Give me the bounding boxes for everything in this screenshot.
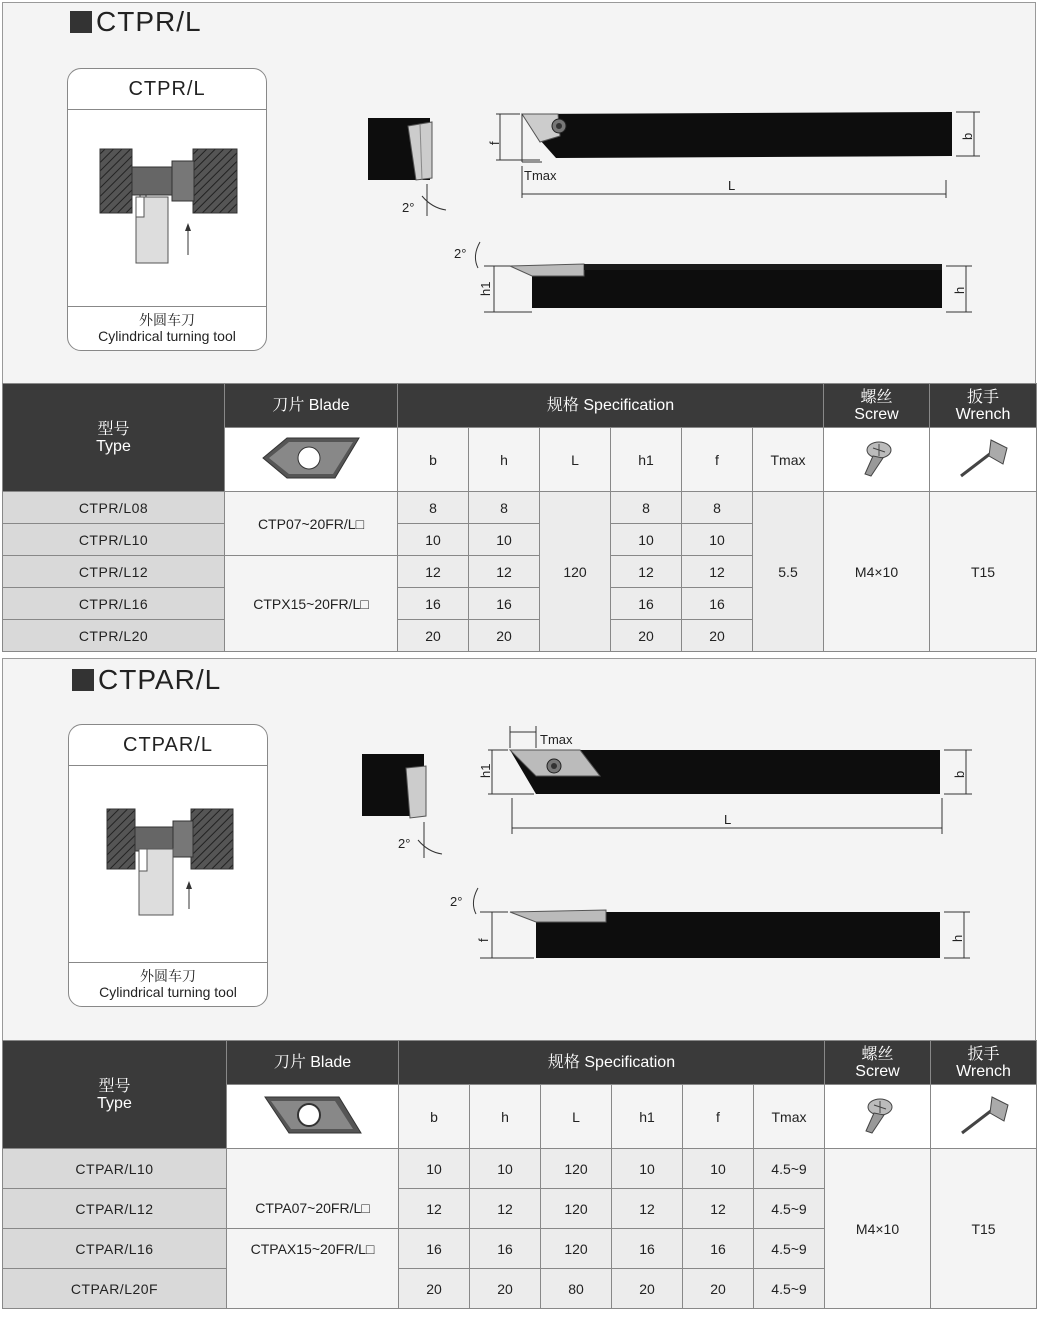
cell-h: 8 (469, 492, 540, 524)
type-header-cn: 型号 (98, 1077, 131, 1095)
cell-tmax-merged: 5.5 (753, 492, 824, 652)
cell-b: 8 (398, 492, 469, 524)
wrench-cell (930, 428, 1037, 492)
cell-L: 120 (541, 1149, 612, 1189)
dim-L: L (728, 178, 736, 193)
cell-f: 12 (682, 556, 753, 588)
screw-header (825, 1041, 931, 1085)
cell-h1: 8 (611, 492, 682, 524)
cell-h: 20 (470, 1269, 541, 1309)
col-b: b (398, 428, 469, 492)
cell-L: 120 (541, 1229, 612, 1269)
wrench-header (930, 384, 1037, 428)
card-caption (68, 306, 266, 350)
cell-b: 10 (398, 524, 469, 556)
screw-icon (857, 438, 897, 478)
col-tmax: Tmax (754, 1085, 825, 1149)
cell-b: 20 (399, 1269, 470, 1309)
cell-h1: 20 (612, 1269, 683, 1309)
cylindrical-turning-diagram-icon (68, 109, 267, 305)
title-square-icon (72, 669, 94, 691)
spec-header: 规格 Specification (398, 384, 824, 428)
cell-h1: 16 (612, 1229, 683, 1269)
card-caption (69, 962, 267, 1006)
col-tmax: Tmax (753, 428, 824, 492)
wrench-cell (931, 1085, 1037, 1149)
cell-b: 10 (399, 1149, 470, 1189)
section-2-end-view (356, 744, 456, 864)
cell-tmax: 4.5~9 (754, 1229, 825, 1269)
wrench-header (931, 1041, 1037, 1085)
dim-b: b (952, 770, 967, 778)
wrench-header-en: Wrench (955, 405, 1011, 423)
cell-h1: 12 (612, 1189, 683, 1229)
cell-wrench-merged: T15 (931, 1149, 1037, 1309)
dim-h: h (950, 934, 965, 942)
blade-header: 刀片 Blade (227, 1041, 399, 1085)
dim-tmax: Tmax (540, 732, 573, 747)
cell-h: 16 (469, 588, 540, 620)
blade-insert-cell (225, 428, 398, 492)
cell-f: 12 (683, 1189, 754, 1229)
side-angle-label: 2° (450, 894, 463, 909)
wrench-header-cn: 扳手 (967, 1045, 1000, 1063)
col-L: L (540, 428, 611, 492)
table-row-type: CTPR/L16 (3, 588, 225, 620)
dim-h1: h1 (478, 281, 493, 296)
cell-screw-merged: M4×10 (824, 492, 930, 652)
cell-screw-merged: M4×10 (825, 1149, 931, 1309)
screw-cell (825, 1085, 931, 1149)
table-row-type: CTPR/L10 (3, 524, 225, 556)
cell-f: 10 (683, 1149, 754, 1189)
col-f: f (682, 428, 753, 492)
wrench-icon (955, 436, 1011, 480)
table-row-type: CTPAR/L16 (3, 1229, 227, 1269)
wrench-icon (956, 1093, 1012, 1137)
cell-h1: 10 (612, 1149, 683, 1189)
type-header (3, 1041, 227, 1149)
card-caption-cn: 外圆车刀 (139, 312, 195, 328)
cell-tmax: 4.5~9 (754, 1189, 825, 1229)
col-h1: h1 (612, 1085, 683, 1149)
cell-f: 20 (683, 1269, 754, 1309)
angle-label: 2° (402, 200, 415, 215)
section-1-card (67, 68, 267, 351)
screw-cell (824, 428, 930, 492)
section-2-title (72, 664, 221, 696)
card-title: CTPR/L (68, 69, 266, 110)
col-h1: h1 (611, 428, 682, 492)
blade-insert-cell (227, 1085, 399, 1149)
col-h: h (470, 1085, 541, 1149)
cell-h: 10 (469, 524, 540, 556)
cell-h: 12 (470, 1189, 541, 1229)
section-1-title-text: CTPR/L (96, 6, 202, 37)
cell-b: 16 (398, 588, 469, 620)
cell-tmax: 4.5~9 (754, 1269, 825, 1309)
table-row-type: CTPAR/L12 (3, 1189, 227, 1229)
blade-model-2: CTPAX15~20FR/L□ (227, 1229, 399, 1309)
dim-b: b (960, 132, 975, 140)
card-caption-en: Cylindrical turning tool (99, 984, 237, 1000)
table-row-type: CTPAR/L20F (3, 1269, 227, 1309)
screw-header-en: Screw (854, 405, 899, 423)
cell-f: 8 (682, 492, 753, 524)
cell-f: 16 (683, 1229, 754, 1269)
card-title: CTPAR/L (69, 725, 267, 766)
screw-header-cn: 螺丝 (861, 1045, 894, 1063)
section-1-end-view (360, 108, 460, 228)
table-row-type: CTPR/L08 (3, 492, 225, 524)
type-header-en: Type (96, 437, 131, 455)
section-1-top-view (480, 100, 990, 210)
angle-label: 2° (398, 836, 411, 851)
cell-f: 16 (682, 588, 753, 620)
table-row-type: CTPAR/L10 (3, 1149, 227, 1189)
blade-insert-icon (261, 436, 361, 480)
cell-h1: 16 (611, 588, 682, 620)
title-square-icon (70, 11, 92, 33)
cell-f: 10 (682, 524, 753, 556)
dim-h: h (952, 286, 967, 294)
cell-tmax: 4.5~9 (754, 1149, 825, 1189)
col-h: h (469, 428, 540, 492)
dim-h1: h1 (478, 763, 493, 778)
section-1-side-view (450, 236, 990, 320)
cell-f: 20 (682, 620, 753, 652)
cell-b: 12 (399, 1189, 470, 1229)
cell-h: 20 (469, 620, 540, 652)
col-f: f (683, 1085, 754, 1149)
cell-b: 12 (398, 556, 469, 588)
cell-L: 120 (541, 1189, 612, 1229)
blade-model-2: CTPX15~20FR/L□ (225, 556, 398, 652)
cell-h: 10 (470, 1149, 541, 1189)
dim-f: f (476, 938, 491, 942)
screw-icon (858, 1095, 898, 1135)
table-row-type: CTPR/L20 (3, 620, 225, 652)
type-header-en: Type (97, 1094, 132, 1112)
cell-h1: 12 (611, 556, 682, 588)
section-2-side-view (446, 884, 986, 968)
cell-h1: 10 (611, 524, 682, 556)
card-caption-en: Cylindrical turning tool (98, 328, 236, 344)
cell-L-merged: 120 (540, 492, 611, 652)
dim-L: L (724, 812, 732, 827)
screw-header-en: Screw (855, 1062, 900, 1080)
wrench-header-en: Wrench (956, 1062, 1011, 1080)
blade-model-1: CTPA07~20FR/L□ (227, 1149, 399, 1229)
blade-insert-icon (263, 1093, 363, 1137)
cylindrical-turning-diagram-icon (69, 765, 268, 961)
cell-b: 20 (398, 620, 469, 652)
cell-L: 80 (541, 1269, 612, 1309)
blade-model-1: CTP07~20FR/L□ (225, 492, 398, 556)
col-L: L (541, 1085, 612, 1149)
table-row-type: CTPR/L12 (3, 556, 225, 588)
type-header-cn: 型号 (97, 420, 130, 438)
cell-h1: 20 (611, 620, 682, 652)
spec-header: 规格 Specification (399, 1041, 825, 1085)
dim-tmax: Tmax (524, 168, 557, 183)
cell-b: 16 (399, 1229, 470, 1269)
section-1-spec-table (2, 383, 1037, 652)
cell-h: 16 (470, 1229, 541, 1269)
section-2-spec-table (2, 1040, 1037, 1309)
col-b: b (399, 1085, 470, 1149)
blade-header: 刀片 Blade (225, 384, 398, 428)
screw-header-cn: 螺丝 (860, 388, 893, 406)
section-2-title-text: CTPAR/L (98, 664, 222, 695)
section-2-top-view (478, 722, 988, 840)
section-1-title (70, 6, 202, 38)
card-caption-cn: 外圆车刀 (140, 968, 196, 984)
dim-f: f (487, 141, 502, 145)
wrench-header-cn: 扳手 (967, 388, 1000, 406)
cell-h: 12 (469, 556, 540, 588)
cell-wrench-merged: T15 (930, 492, 1037, 652)
type-header (3, 384, 225, 492)
side-angle-label: 2° (454, 246, 467, 261)
section-2-card (68, 724, 268, 1007)
screw-header (824, 384, 930, 428)
